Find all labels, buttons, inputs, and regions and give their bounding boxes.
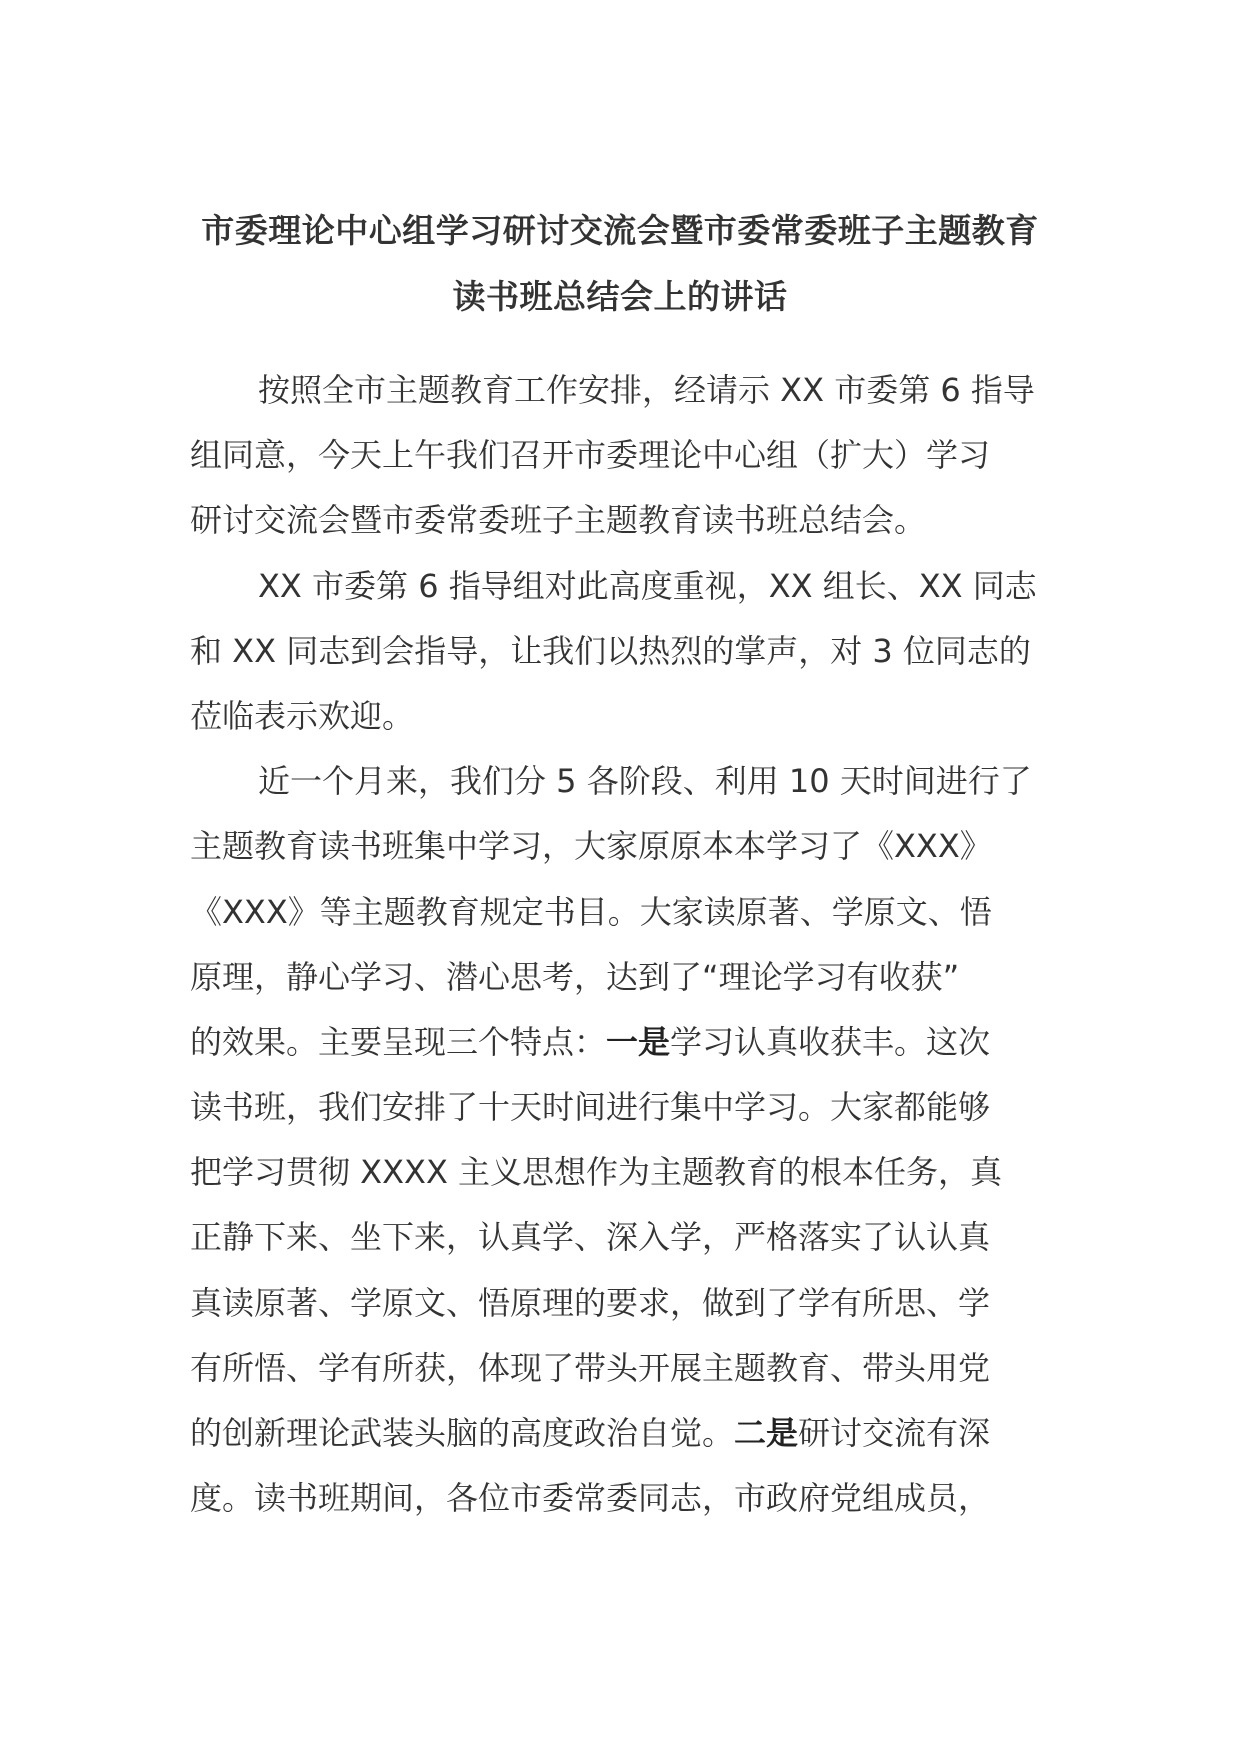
line-11-text-a: 的创新理论武装头脑的高度政治自觉。 — [190, 1414, 735, 1452]
title-line-2: 读书班总结会上的讲话 — [452, 277, 788, 316]
paragraph-3-line-7: 把学习贯彻 XXXX 主义思想作为主题教育的根本任务，真 — [190, 1153, 1003, 1192]
paragraph-2-line-3: 莅临表示欢迎。 — [190, 696, 415, 735]
paragraph-3-line-10: 有所悟、学有所获，体现了带头开展主题教育、带头用党 — [190, 1348, 991, 1387]
point-two-label: 二是 — [734, 1414, 799, 1452]
paragraph-3-line-8: 正静下来、坐下来，认真学、深入学，严格落实了认认真 — [190, 1218, 991, 1257]
point-one-label: 一是 — [606, 1022, 671, 1061]
paragraph-1-line-1: 按照全市主题教育工作安排，经请示 XX 市委第 6 指导 — [258, 371, 1035, 409]
paragraph-3-line-12: 度。读书班期间，各位市委常委同志，市政府党组成员， — [190, 1479, 991, 1518]
paragraph-3-line-9: 真读原著、学原文、悟原理的要求，做到了学有所思、学 — [190, 1283, 991, 1322]
paragraph-1-line-3: 研讨交流会暨市委常委班子主题教育读书班总结会。 — [190, 501, 927, 540]
paragraph-3-line-2: 主题教育读书班集中学习，大家原原本本学习了《XXX》 — [190, 827, 992, 866]
line-5-text-b: 学习认真收获丰。这次 — [670, 1022, 991, 1061]
paragraph-3-line-11 — [190, 1401, 1060, 1466]
paragraph-3-line-6: 读书班，我们安排了十天时间进行集中学习。大家都能够 — [190, 1088, 991, 1127]
document-body — [190, 358, 1060, 1531]
paragraph-2-line-2: 和 XX 同志到会指导，让我们以热烈的掌声，对 3 位同志的 — [190, 631, 1031, 670]
line-5-text-a: 的效果。主要呈现三个特点： — [190, 1022, 607, 1061]
paragraph-3-line-3: 《XXX》等主题教育规定书目。大家读原著、学原文、悟 — [190, 892, 992, 931]
paragraph-2-line-1: XX 市委第 6 指导组对此高度重视，XX 组长、XX 同志 — [258, 566, 1037, 605]
paragraph-1-line-2: 组同意，今天上午我们召开市委理论中心组（扩大）学习 — [190, 436, 991, 475]
paragraph-3-line-5 — [190, 1010, 1060, 1075]
title-line-1: 市委理论中心组学习研讨交流会暨市委常委班子主题教育 — [201, 211, 1039, 250]
paragraph-3-line-4: 原理，静心学习、潜心思考，达到了“理论学习有收获” — [190, 957, 960, 996]
paragraph-3-line-1: 近一个月来，我们分 5 各阶段、利用 10 天时间进行了 — [258, 762, 1032, 801]
document-title — [150, 198, 1090, 330]
line-11-text-b: 研讨交流有深 — [798, 1414, 991, 1452]
